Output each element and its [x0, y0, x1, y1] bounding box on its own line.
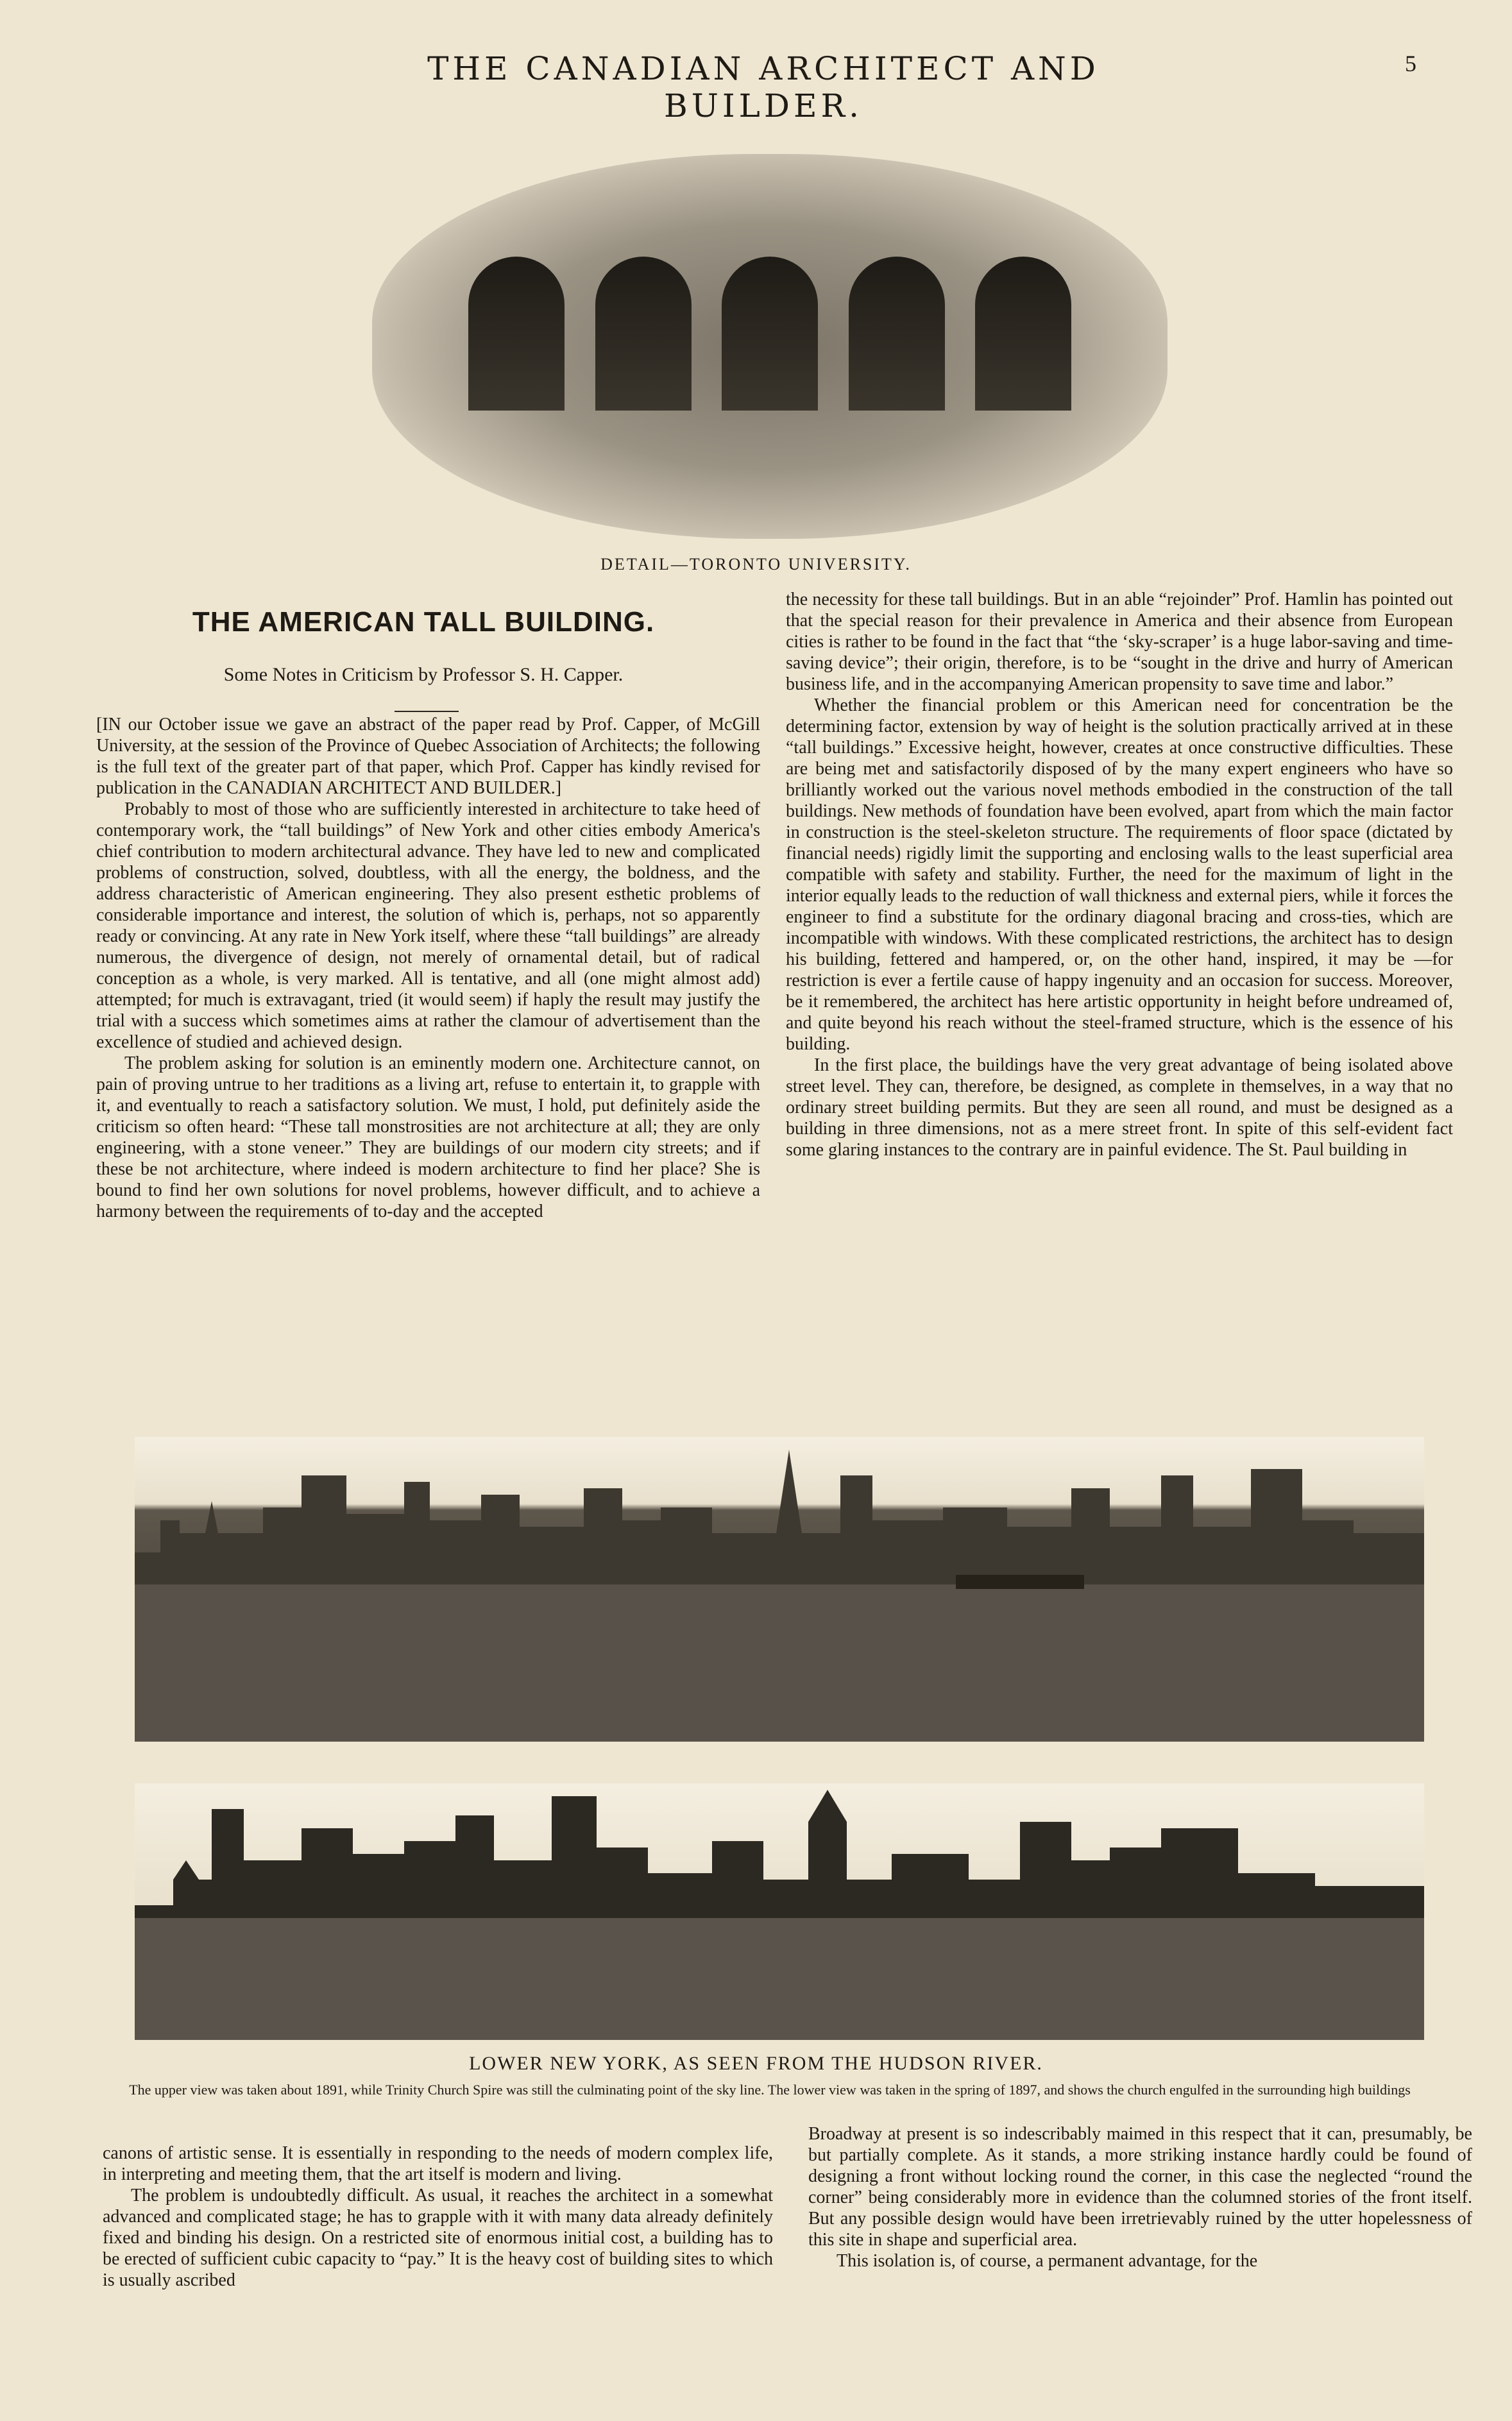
right-column-bottom	[808, 2123, 1472, 2354]
paragraph: canons of artistic sense. It is essentially in responding to the needs of modern complex life, in interpreting and meeting them, that the art itself is modern and living.	[103, 2143, 773, 2184]
left-column-bottom	[103, 2143, 773, 2374]
detail-photo-caption: DETAIL—TORONTO UNIVERSITY.	[600, 555, 912, 573]
journal-title: THE CANADIAN ARCHITECT AND BUILDER.	[427, 50, 1100, 124]
article-subtitle: Some Notes in Criticism by Professor S. H. Capper.	[223, 664, 624, 685]
paragraph: The problem asking for solution is an eminently modern one. Architecture cannot, on pain of proving untrue to her traditions as a living art, refuse to entertain it, to grapple with it, and eventually to reach a satisfactory solution. We must, I hold, put definitely aside the criticism so often heard: “These tall monstrosities are not architecture at all; they are only engineering, with a stone veneer.” They are buildings of our modern city streets; and if these be not architecture, where indeed is modern architecture to find her place? She is bound to find her own solutions for novel problems, however difficult, and to achieve a harmony between the requirements of to-day and the accepted	[96, 1053, 760, 1221]
paragraph: Probably to most of those who are sufficiently interested in architecture to take heed of contemporary work, the “tall buildings” of New York and other cities embody America's chief contribution to modern architectural advance. They have led to new and complicated problems of construction, solved, doubtless, with all the energy, the boldness, and the address characteristic of American engineering. They also present esthetic problems of considerable importance and interest, the solution of which is, perhaps, not so apparently ready or convincing. At any rate in New York itself, where these “tall buildings” are already numerous, the divergence of design, not merely of ornamental detail, but of radical conception as a whole, is very marked. All is tentative, and all (one might almost add) attempted; for much is extravagant, tried (it would seem) if haply the result may justify the trial with a success which sometimes aims at rather the clamour of advertisement than the excellence of studied and achieved design.	[96, 799, 760, 1052]
skyline-photo-1891	[135, 1437, 1424, 1742]
paragraph: the necessity for these tall buildings. But in an able “rejoinder” Prof. Hamlin has pointed out that the special reason for their prevalence in America and their absence from European cities is rather to be found in the fact that “the ‘sky-scraper’ is a huge labor-saving and time-saving device”; their origin, therefore, is to be “sought in the drive and hurry of American business life, and in the accompanying American propensity to save time and labor.”	[786, 590, 1453, 694]
paragraph: In the first place, the buildings have the very great advantage of being isolated above street level. They can, therefore, be designed, as complete in themselves, in a way that no ordinary street building permits. But they are seen all round, and must be designed as a building in three dimensions, not as a mere street front. In spite of this self-evident fact some glaring instances to the contrary are in painful evidence. The St. Paul building in	[786, 1055, 1453, 1160]
running-header	[0, 50, 1512, 124]
paragraph: Whether the financial problem or this American need for concentration be the determining factor, extension by way of height is the solution practically arrived at in these “tall buildings.” Excessive height, however, creates at once constructive difficulties. These are being met and satisfactorily disposed of by the many expert engineers who have so brilliantly worked out the various novel methods embodied in the construction of the tall buildings. New methods of foundation have been evolved, apart from which the main factor in construction is the steel-skeleton structure. The requirements of floor space (dictated by financial needs) rigidly limit the supporting and enclosing walls to the least superficial area compatible with safety and stability. Further, the need for the maximum of light in the interior equally leads to the reduction of wall thickness and external piers, while it forces the engineer to find a substitute for the ordinary diagonal bracing and cross-ties, which are incompatible with windows. With these complicated restrictions, the architect has to design his building, fettered and hampered, or, on the other hand, inspired, it may be —for restriction is ever a fertile cause of happy ingenuity and an occasion for success. Moreover, be it remembered, the architect has here artistic opportunity in height before undreamed of, and quite beyond his reach without the steel-framed structure, which is the essence of his building.	[786, 695, 1453, 1054]
arch	[849, 257, 945, 411]
paragraph: [IN our October issue we gave an abstract of the paper read by Prof. Capper, of McGill University, at the session of the Province of Quebec Association of Architects; the following is the full text of the greater part of that paper, which Prof. Capper has kindly revised for publication in the CANADIAN ARCHITECT AND BUILDER.]	[96, 715, 760, 798]
arch	[975, 257, 1071, 411]
paragraph: Broadway at present is so indescribably maimed in this respect that it can, presumably, be but partially complete. As it stands, a more striking instance hardly could be found of designing a front without locking round the corner, in this case the neglected “round the corner” being considerably more in evidence than the columned stories of the front itself. But any possible design would have been irretrievably ruined by the utter hopelessness of this site in shape and superficial area.	[808, 2124, 1472, 2250]
paragraph: The problem is undoubtedly difficult. As usual, it reaches the architect in a somewhat advanced and complicated stage; he has to grapple with it with many data already definitely fixed and binding his design. On a restricted site of enormous initial cost, a building has to be erected of sufficient cubic capacity to “pay.” It is the heavy cost of building sites to which is usually ascribed	[103, 2186, 773, 2290]
arch	[595, 257, 692, 411]
skyline-caption-note: The upper view was taken about 1891, while Trinity Church Spire was still the culminating point of the sky line. The lower view was taken in the spring of 1897, and shows the church engulfed in the surrounding high buildings	[129, 2082, 1411, 2098]
right-column-top	[786, 589, 1453, 1420]
detail-photo	[372, 154, 1168, 539]
title-divider	[395, 711, 459, 712]
page-number: 5	[1405, 51, 1416, 76]
skyline-photo-1897	[135, 1783, 1424, 2040]
arch	[468, 257, 565, 411]
skyline-caption: LOWER NEW YORK, AS SEEN FROM THE HUDSON RIVER.	[469, 2053, 1043, 2074]
left-column-top	[96, 714, 760, 1434]
article-title: THE AMERICAN TALL BUILDING.	[192, 606, 655, 638]
paragraph: This isolation is, of course, a permanent advantage, for the	[837, 2251, 1258, 2271]
arch-row	[468, 250, 1071, 411]
arch	[722, 257, 818, 411]
